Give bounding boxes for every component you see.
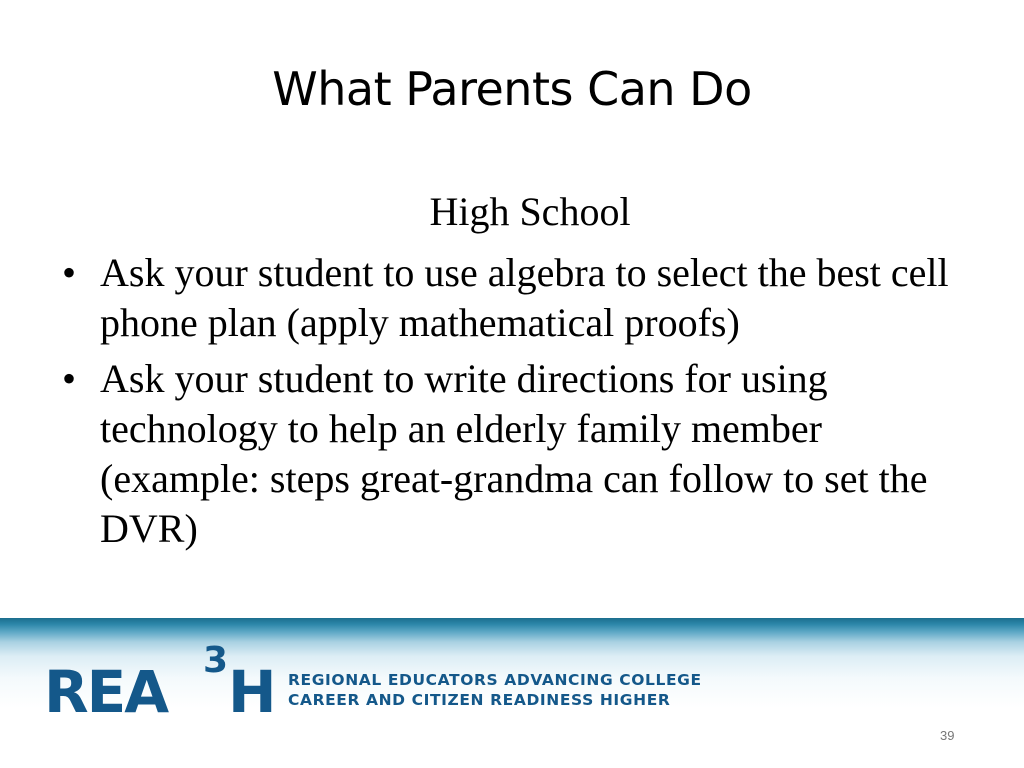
- bullet-item: [60, 248, 960, 348]
- bullet-text: Ask your student to write directions for using technology to help an elderly family member (example: steps great-grandma can follow to set the DVR): [100, 356, 928, 551]
- slide-subtitle: High School: [429, 189, 631, 234]
- logo-tagline-line1: REGIONAL EDUCATORS ADVANCING COLLEGE: [288, 671, 702, 689]
- page-number: 39: [940, 728, 955, 743]
- logo-tagline: [288, 670, 702, 710]
- bullet-dot-icon: •: [62, 250, 77, 295]
- logo-letters-left: REA: [44, 658, 168, 718]
- bullet-text: Ask your student to use algebra to select the best cell phone plan (apply mathematical proofs): [100, 250, 949, 345]
- logo-letters-right: H: [228, 658, 277, 718]
- bullet-item: [60, 354, 960, 554]
- logo-superscript: 3: [203, 640, 229, 681]
- slide-title: What Parents Can Do: [272, 62, 752, 116]
- bullet-list: [60, 248, 960, 560]
- reach3h-logo: [44, 638, 284, 718]
- bullet-dot-icon: •: [62, 356, 77, 401]
- logo-tagline-line2: CAREER AND CITIZEN READINESS HIGHER: [288, 691, 671, 709]
